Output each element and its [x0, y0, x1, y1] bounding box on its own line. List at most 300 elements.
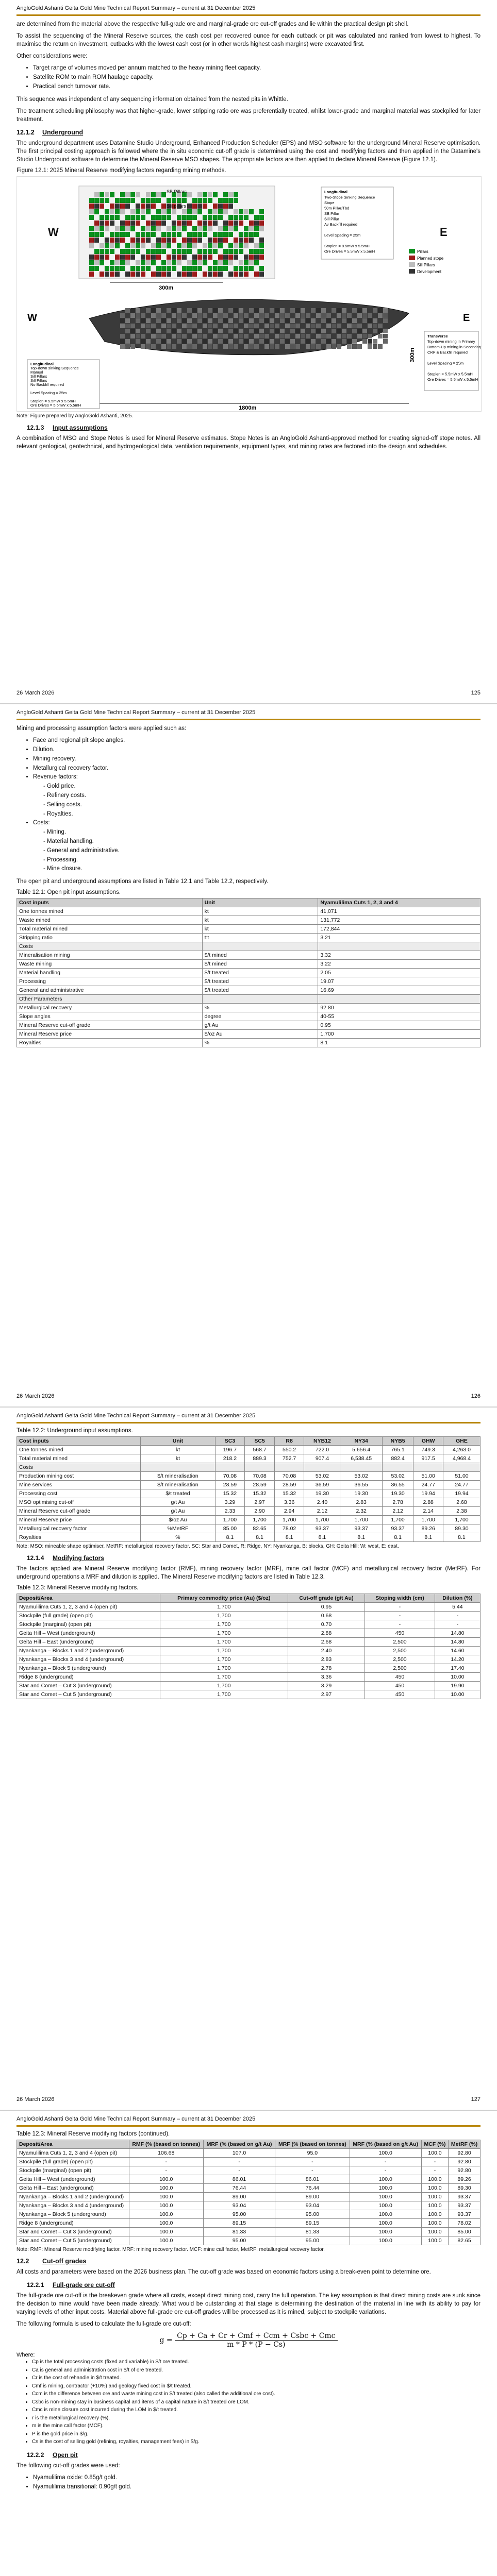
- table-cell: Geita Hill – West (underground): [17, 2175, 129, 2184]
- stope-block: [151, 249, 156, 254]
- stope-block: [337, 308, 341, 313]
- stope-block: [192, 255, 197, 260]
- stope-block: [94, 249, 99, 254]
- stope-block: [228, 215, 233, 220]
- table-cell: 92.80: [449, 2149, 481, 2158]
- figure-box-line: Sill Pillars: [30, 378, 47, 383]
- list-item: • Dilution.: [33, 745, 481, 755]
- column-header: SC5: [245, 1437, 275, 1446]
- column-header: NY34: [340, 1437, 382, 1446]
- stope-block: [177, 249, 181, 254]
- table-cell: -: [365, 1612, 435, 1620]
- stope-block: [213, 344, 218, 349]
- stope-block: [156, 243, 161, 248]
- table-row: [17, 995, 481, 1004]
- stope-block: [94, 192, 99, 197]
- list-item: • Nyamulilima transitional: 0.90g/t gold.: [33, 2483, 481, 2492]
- stope-block: [249, 308, 254, 313]
- stope-block: [172, 260, 176, 265]
- stope-block: [218, 226, 223, 231]
- table-row: [17, 1463, 481, 1472]
- stope-block: [141, 209, 145, 214]
- stope-block: [239, 238, 243, 243]
- stope-block: [161, 238, 166, 243]
- stope-block: [203, 226, 207, 231]
- variable-item: • Cmf is mining, contractor (+10%) and geology fixed cost in $/t treated.: [32, 2382, 481, 2391]
- table-cell: One tonnes mined: [17, 907, 203, 916]
- stope-block: [342, 313, 346, 318]
- stope-block: [105, 192, 109, 197]
- stope-block: [182, 255, 187, 260]
- stope-block: [120, 339, 125, 344]
- table-cell: 100.0: [350, 2228, 421, 2236]
- table-cell: [382, 1463, 413, 1472]
- stope-block: [89, 260, 94, 265]
- table-cell: 765.1: [382, 1446, 413, 1454]
- table-cell: 89.30: [443, 1524, 480, 1533]
- stope-block: [125, 272, 130, 277]
- table-cell: $/t mined: [202, 951, 318, 960]
- stope-block: [249, 260, 254, 265]
- stope-block: [208, 339, 212, 344]
- table-cell: Nyankanga – Block 5 (underground): [17, 1664, 160, 1673]
- stope-block: [167, 318, 171, 323]
- stope-block: [125, 232, 130, 237]
- table-row: [17, 1690, 481, 1699]
- stope-block: [130, 243, 135, 248]
- stope-block: [213, 308, 218, 313]
- modifying-factors-continued-table: [16, 2140, 481, 2245]
- sub-item: - Mine closure.: [43, 865, 481, 874]
- stope-block: [197, 318, 202, 323]
- table-caption: Table 12.1: Open pit input assumptions.: [16, 889, 121, 896]
- figure-box-line: Top-down mining in Primary: [427, 339, 475, 344]
- west-label: W: [48, 226, 59, 239]
- table-cell: 89.00: [203, 2193, 275, 2201]
- table-cell: Nyamulilima Cuts 1, 2, 3 and 4 (open pit): [17, 1603, 160, 1612]
- stope-block: [161, 260, 166, 265]
- stope-block: [120, 209, 125, 214]
- stope-block: [368, 318, 372, 323]
- stope-block: [182, 313, 187, 318]
- stope-block: [218, 198, 223, 203]
- stope-block: [249, 339, 254, 344]
- table-cell: One tonnes mined: [17, 1446, 141, 1454]
- stope-block: [94, 238, 99, 243]
- table-cell: 2.05: [318, 969, 481, 977]
- figure-box-line: SB Pillar: [324, 211, 339, 216]
- stope-block: [161, 243, 166, 248]
- stope-block: [254, 221, 259, 226]
- table-cell: Other Parameters: [17, 995, 203, 1004]
- table-cell: Stripping ratio: [17, 934, 203, 942]
- stope-block: [270, 324, 274, 328]
- list-item: • Metallurgical recovery factor.: [33, 764, 481, 773]
- stope-block: [203, 339, 207, 344]
- header-rule: [16, 2125, 481, 2127]
- stope-block: [100, 204, 104, 209]
- stope-block: [136, 192, 140, 197]
- stope-block: [172, 221, 176, 226]
- formula-numerator: Cp + Ca + Cr + Cmf + Ccm + Csbc + Cmc: [175, 2332, 337, 2341]
- list-item: • Mining recovery.: [33, 755, 481, 764]
- table-cell: 78.02: [274, 1524, 304, 1533]
- stope-block: [347, 334, 352, 338]
- paragraph: This sequence was independent of any sequencing information obtained from the nested pits in Whittle.: [16, 96, 288, 103]
- figure-box-line: Level Spacing = 25m: [324, 233, 361, 238]
- table-cell: 1,700: [160, 1682, 288, 1690]
- table-cell: 917.5: [413, 1454, 443, 1463]
- stope-block: [213, 266, 218, 271]
- stope-block: [130, 313, 135, 318]
- column-header: Dilution (%): [435, 1594, 480, 1603]
- stope-block: [213, 215, 218, 220]
- stope-block: [130, 249, 135, 254]
- subsection-heading: 12.2.1 Full-grade ore cut-off: [27, 2281, 115, 2289]
- stope-block: [223, 249, 228, 254]
- stope-block: [234, 266, 238, 271]
- stope-block: [332, 329, 336, 333]
- table-cell: 100.0: [421, 2236, 448, 2245]
- stope-block: [120, 226, 125, 231]
- stope-block: [213, 204, 218, 209]
- table-cell: 1,700: [274, 1516, 304, 1524]
- stope-block: [187, 215, 192, 220]
- column-header: MCF (%): [421, 2140, 448, 2149]
- list-item: • Face and regional pit slope angles.: [33, 736, 481, 745]
- stope-block: [182, 238, 187, 243]
- stope-block: [89, 232, 94, 237]
- table-cell: 100.0: [350, 2193, 421, 2201]
- stope-block: [223, 260, 228, 265]
- table-cell: 82.65: [449, 2236, 481, 2245]
- stope-block: [259, 255, 264, 260]
- stope-block: [130, 238, 135, 243]
- stope-block: [141, 324, 145, 328]
- stope-block: [239, 272, 243, 277]
- stope-block: [89, 266, 94, 271]
- stope-block: [213, 192, 218, 197]
- stope-block: [120, 318, 125, 323]
- stope-block: [130, 255, 135, 260]
- table-cell: 51.00: [443, 1472, 480, 1481]
- variable-item: • r is the metallurgical recovery (%).: [32, 2414, 481, 2422]
- stope-block: [192, 204, 197, 209]
- table-cell: Processing cost: [17, 1489, 141, 1498]
- table-cell: %MetRF: [141, 1524, 215, 1533]
- stope-block: [182, 318, 187, 323]
- stope-block: [301, 334, 305, 338]
- stope-block: [187, 318, 192, 323]
- stope-block: [373, 344, 377, 349]
- table-cell: 8.1: [245, 1533, 275, 1542]
- stope-block: [218, 329, 223, 333]
- stope-block: [203, 260, 207, 265]
- table-row: [17, 1620, 481, 1629]
- stope-block: [203, 318, 207, 323]
- table-cell: %: [141, 1533, 215, 1542]
- table-cell: 36.55: [382, 1481, 413, 1489]
- column-header: Unit: [141, 1437, 215, 1446]
- stope-block: [94, 221, 99, 226]
- table-cell: 1,700: [160, 1620, 288, 1629]
- stope-block: [218, 255, 223, 260]
- stope-block: [151, 232, 156, 237]
- stope-block: [223, 334, 228, 338]
- stope-block: [234, 324, 238, 328]
- stope-block: [352, 344, 357, 349]
- stope-block: [146, 198, 151, 203]
- table-cell: 95.00: [275, 2210, 350, 2219]
- stope-block: [254, 334, 259, 338]
- stope-block: [167, 226, 171, 231]
- stope-block: [187, 192, 192, 197]
- stope-block: [378, 324, 383, 328]
- column-header: RMF (% (based on tonnes): [129, 2140, 203, 2149]
- table-row: [17, 2149, 481, 2158]
- table-cell: 450: [365, 1682, 435, 1690]
- stope-block: [244, 209, 248, 214]
- stope-block: [254, 329, 259, 333]
- stope-block: [100, 260, 104, 265]
- stope-block: [141, 313, 145, 318]
- stope-block: [295, 324, 300, 328]
- table-cell: 19.94: [413, 1489, 443, 1498]
- table-cell: 93.37: [449, 2201, 481, 2210]
- table-cell: 2.78: [288, 1664, 365, 1673]
- stope-block: [239, 215, 243, 220]
- stope-block: [141, 272, 145, 277]
- table-cell: 0.68: [288, 1612, 365, 1620]
- stope-block: [352, 308, 357, 313]
- stope-block: [249, 226, 254, 231]
- stope-block: [239, 334, 243, 338]
- stope-block: [167, 308, 171, 313]
- table-cell: Star and Comet – Cut 5 (underground): [17, 2236, 129, 2245]
- table-cell: Production mining cost: [17, 1472, 141, 1481]
- column-header: Cut-off grade (g/t Au): [288, 1594, 365, 1603]
- stope-block: [249, 249, 254, 254]
- stope-block: [177, 318, 181, 323]
- table-row: [17, 1030, 481, 1039]
- stope-block: [161, 204, 166, 209]
- stope-block: [125, 243, 130, 248]
- stope-block: [167, 198, 171, 203]
- stope-block: [146, 318, 151, 323]
- variable-item: • m is the mine call factor (MCF).: [32, 2422, 481, 2430]
- stope-block: [182, 221, 187, 226]
- stope-block: [182, 198, 187, 203]
- stope-block: [244, 238, 248, 243]
- bullet-list: [16, 736, 481, 874]
- stope-block: [295, 334, 300, 338]
- table-cell: 93.37: [304, 1524, 340, 1533]
- table-cell: Waste mined: [17, 916, 203, 925]
- table-row: [17, 1524, 481, 1533]
- table-row: [17, 1472, 481, 1481]
- stope-block: [182, 249, 187, 254]
- svg-text:Planned stope: Planned stope: [417, 256, 444, 261]
- table-cell: 100.0: [129, 2175, 203, 2184]
- stope-block: [167, 344, 171, 349]
- table-cell: [245, 1463, 275, 1472]
- table-cell: 196.7: [215, 1446, 245, 1454]
- stope-block: [249, 329, 254, 333]
- table-cell: Mineralisation mining: [17, 951, 203, 960]
- stope-block: [244, 339, 248, 344]
- stope-block: [213, 334, 218, 338]
- page-number: 126: [471, 1393, 481, 1399]
- table-cell: 100.0: [421, 2219, 448, 2228]
- stope-block: [197, 204, 202, 209]
- stope-block: [208, 226, 212, 231]
- table-cell: [202, 995, 318, 1004]
- stope-block: [244, 215, 248, 220]
- stope-block: [115, 260, 120, 265]
- stope-block: [192, 344, 197, 349]
- stope-block: [326, 313, 331, 318]
- stope-block: [203, 324, 207, 328]
- table-cell: 93.04: [203, 2201, 275, 2210]
- stope-block: [264, 324, 269, 328]
- stope-block: [337, 334, 341, 338]
- stope-block: [192, 243, 197, 248]
- stope-block: [383, 334, 388, 338]
- stope-block: [213, 232, 218, 237]
- stope-block: [130, 324, 135, 328]
- stope-block: [218, 339, 223, 344]
- stope-block: [187, 221, 192, 226]
- table-cell: -: [203, 2166, 275, 2175]
- stope-block: [146, 308, 151, 313]
- sb-pillars-label: SB Pillars: [167, 189, 187, 195]
- top-section-stopes: [79, 186, 275, 279]
- table-cell: 2,500: [365, 1638, 435, 1647]
- stope-block: [203, 192, 207, 197]
- stope-block: [249, 344, 254, 349]
- figure-box-line: Stoplen = 8.5mW x 5.5mH: [324, 244, 370, 249]
- table-cell: 2.68: [288, 1638, 365, 1647]
- table-cell: 100.0: [421, 2184, 448, 2193]
- table-cell: 100.0: [421, 2210, 448, 2219]
- table-cell: 17.40: [435, 1664, 480, 1673]
- stope-block: [94, 209, 99, 214]
- east-label: E: [440, 226, 448, 239]
- table-cell: Star and Comet – Cut 3 (underground): [17, 1682, 160, 1690]
- table-row: [17, 2219, 481, 2228]
- table-cell: 89.26: [449, 2175, 481, 2184]
- stope-block: [100, 272, 104, 277]
- table-cell: 93.37: [382, 1524, 413, 1533]
- table-row: [17, 916, 481, 925]
- stope-block: [208, 308, 212, 313]
- stope-block: [197, 308, 202, 313]
- table-cell: 218.2: [215, 1454, 245, 1463]
- table-cell: 100.0: [129, 2184, 203, 2193]
- table-cell: kt: [141, 1446, 215, 1454]
- stope-block: [306, 344, 310, 349]
- stope-block: [125, 324, 130, 328]
- table-cell: $/t treated: [202, 986, 318, 995]
- stope-block: [373, 339, 377, 344]
- stope-block: [105, 221, 109, 226]
- table-row: [17, 1489, 481, 1498]
- table-cell: kt: [202, 916, 318, 925]
- stope-block: [125, 215, 130, 220]
- table-cell: 15.32: [274, 1489, 304, 1498]
- stope-block: [223, 318, 228, 323]
- stope-block: [177, 221, 181, 226]
- stope-block: [141, 260, 145, 265]
- stope-block: [254, 344, 259, 349]
- stope-block: [136, 308, 140, 313]
- table-cell: 10.00: [435, 1673, 480, 1682]
- stope-block: [301, 339, 305, 344]
- stope-block: [89, 226, 94, 231]
- stope-block: [197, 339, 202, 344]
- figure-box-line: Ore Drives = 5.5mW x 5.5mH: [427, 377, 478, 382]
- stope-block: [234, 209, 238, 214]
- stope-block: [115, 209, 120, 214]
- stope-block: [223, 192, 228, 197]
- table-cell: 2.33: [215, 1507, 245, 1516]
- stope-block: [285, 324, 290, 328]
- table-cell: -: [350, 2166, 421, 2175]
- stope-block: [259, 226, 264, 231]
- stope-block: [125, 255, 130, 260]
- table-cell: 14.80: [435, 1629, 480, 1638]
- table-cell: Ridge 8 (underground): [17, 1673, 160, 1682]
- stope-block: [362, 334, 367, 338]
- figure-box-line: Top-down sinking Sequence: [30, 366, 79, 371]
- table-cell: 70.08: [274, 1472, 304, 1481]
- stope-block: [203, 334, 207, 338]
- stope-block: [192, 215, 197, 220]
- stope-block: [239, 318, 243, 323]
- stope-block: [347, 313, 352, 318]
- table-cell: 1,700: [304, 1516, 340, 1524]
- stope-block: [275, 334, 279, 338]
- stope-block: [192, 260, 197, 265]
- table-cell: 14.80: [435, 1638, 480, 1647]
- stope-block: [234, 243, 238, 248]
- table-cell: Mineral Reserve cut-off grade: [17, 1507, 141, 1516]
- where-label: Where:: [16, 2352, 35, 2359]
- stope-block: [326, 334, 331, 338]
- table-cell: $/oz Au: [202, 1030, 318, 1039]
- stope-block: [311, 308, 316, 313]
- stope-block: [182, 215, 187, 220]
- table-cell: [443, 1463, 480, 1472]
- stope-block: [136, 313, 140, 318]
- header-rule: [16, 1422, 481, 1423]
- stope-block: [100, 232, 104, 237]
- stope-block: [89, 209, 94, 214]
- stope-block: [172, 334, 176, 338]
- stope-block: [357, 344, 362, 349]
- stope-block: [141, 215, 145, 220]
- stope-block: [161, 344, 166, 349]
- stope-block: [136, 209, 140, 214]
- table-cell: -: [129, 2158, 203, 2166]
- stope-block: [120, 266, 125, 271]
- stope-block: [301, 318, 305, 323]
- stope-block: [208, 272, 212, 277]
- page-127: [0, 1406, 497, 2110]
- stope-block: [156, 238, 161, 243]
- stope-block: [203, 249, 207, 254]
- stope-block: [120, 204, 125, 209]
